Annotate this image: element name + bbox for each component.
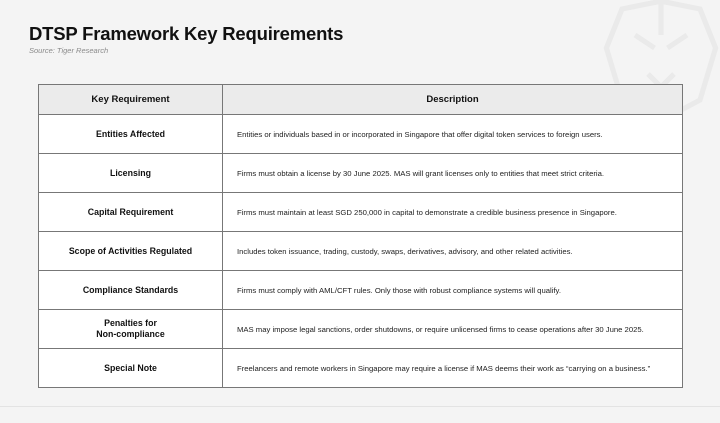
table-header-row (39, 85, 683, 115)
requirement-cell: Entities Affected (39, 115, 223, 154)
description-cell: Firms must comply with AML/CFT rules. Only those with robust compliance systems will qualify. (223, 271, 683, 310)
requirement-cell: Licensing (39, 154, 223, 193)
requirement-line-2: Non-compliance (96, 329, 165, 339)
description-cell: Firms must maintain at least SGD 250,000 in capital to demonstrate a credible business presence in Singapore. (223, 193, 683, 232)
requirement-cell: Scope of Activities Regulated (39, 232, 223, 271)
requirements-table (38, 84, 683, 388)
requirement-line-1: Penalties for (104, 318, 157, 328)
requirement-cell: Special Note (39, 349, 223, 388)
table-row (39, 271, 683, 310)
requirement-cell (39, 310, 223, 349)
table-row (39, 154, 683, 193)
table-row (39, 349, 683, 388)
requirement-cell: Capital Requirement (39, 193, 223, 232)
source-caption: Source: Tiger Research (29, 46, 109, 55)
page-title: DTSP Framework Key Requirements (29, 23, 344, 44)
table-row (39, 115, 683, 154)
description-cell: Freelancers and remote workers in Singapore may require a license if MAS deems their work as “carrying on a business.” (223, 349, 683, 388)
requirement-cell: Compliance Standards (39, 271, 223, 310)
description-cell: Firms must obtain a license by 30 June 2025. MAS will grant licenses only to entities that meet strict criteria. (223, 154, 683, 193)
footer-divider (0, 406, 720, 407)
column-header-key-requirement: Key Requirement (39, 85, 223, 115)
column-header-description: Description (223, 85, 683, 115)
description-cell: MAS may impose legal sanctions, order shutdowns, or require unlicensed firms to cease operations after 30 June 2025. (223, 310, 683, 349)
table-row (39, 193, 683, 232)
description-cell: Entities or individuals based in or incorporated in Singapore that offer digital token services to foreign users. (223, 115, 683, 154)
table-row (39, 310, 683, 349)
description-cell: Includes token issuance, trading, custody, swaps, derivatives, advisory, and other related activities. (223, 232, 683, 271)
table-row (39, 232, 683, 271)
